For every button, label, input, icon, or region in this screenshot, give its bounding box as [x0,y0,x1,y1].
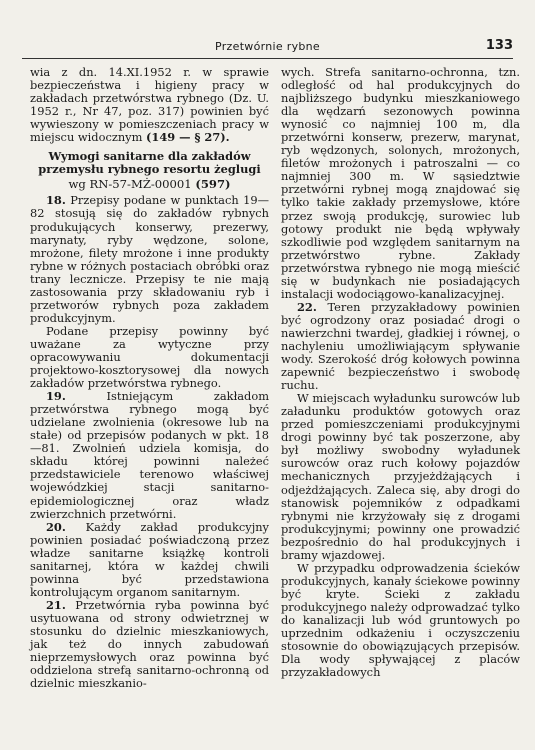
right-column [281,66,520,679]
intro-paragraph [30,66,269,144]
paragraph-18-text: Przepisy podane w punktach 19—82 stosują się do zakładów rybnych produkujących konserwy, prezerwy, marynaty, ryby wędzone, solone, mrożone, filety mrożone i inne produkty rybne w różnych postaciach obróbki oraz trany lecznicze. Przepisy te nie mają zastosowania przy składowaniu ryb i przetworów rybnych poza zakładem produkcyjnym. [30,193,269,325]
paragraph-guidelines: Podane przepisy powinny być uważane za wytyczne przy opracowywaniu dokumentacji projektowo-kosztorysowej dla nowych zakładów przetwórstwa rybnego. [30,323,269,391]
paragraph-21 [30,599,269,690]
paragraph-22-text: Teren przyzakładowy powinien być ogrodzony oraz posiadać drogi o nawierzchni twardej, gładkiej i równej, o nachyleniu umożliwiającym spływanie wody. Szerokość dróg kołowych powinna zapewnić bezpieczeństwo i swobodę ruchu. [281,299,520,393]
paragraph-22 [281,301,520,392]
paragraph-18 [30,194,269,324]
paragraph-21-text: Przetwórnia ryba powinna być usytuowana od strony odwietrznej w stosunku do dzielnic mieszkaniowych, jak też do innych zabudowań nieprzemysłowych oraz powinna być oddzielona strefą sanitarno-ochronną od dzielnic mieszkanio- [30,597,269,691]
paragraph-19-number: 19. [46,389,66,404]
paragraph-21-continued: wych. Strefa sanitarno-ochronna, tzn. odległość od hal produkcyjnych do najbliższego budynku mieszkaniowego dla wędzarń sezonowych powinna wynosić co najmniej 100 m, dla przetwórni konserw, prezerw, marynat, ryb wędzonych, solonych, mrożonych, filetów mrożonych i patroszalni — co najmniej 300 m. W sąsiedztwie przetwórni rybnej mogą znajdować się tylko takie zakłady przemysłowe, które przez swoją produkcję, surowiec lub gotowy produkt nie będą wpływały szkodliwie pod względem sanitarnym na przetwórstwo rybne. Zakłady przetwórstwa rybnego nie mogą mieścić się w budynkach nie posiadających instalacji wodociągowo-kanalizacyjnej. [281,65,520,301]
paragraph-loading-areas: W miejscach wyładunku surowców lub załadunku produktów gotowych oraz przed pomieszczeniami produkcyjnymi drogi powinny być tak poszerzone, aby był możliwy swobodny wyładunek surowców oraz ruch kołowy pojazdów mechanicznych przyjeżdżających i odjeżdżających. Zaleca się, aby drogi do stanowisk pojemników z odpadkami rybnymi nie krzyżowały się z drogami produkcyjnymi; powinny one prowadzić bezpośrednio do hal produkcyjnych i bramy wjazdowej. [281,391,521,562]
regulation-code-text: wg RN-57-MŻ-00001 [68,177,196,192]
paragraph-22-number: 22. [297,299,317,314]
left-column [30,66,269,690]
page-number: 133 [485,38,513,53]
running-header [22,36,513,59]
paragraph-18-number: 18. [46,193,66,208]
intro-text: wia z dn. 14.XI.1952 r. w sprawie bezpieczeństwa i higieny pracy w zakładach przetwórstwa rybnego (Dz. U. 1952 r., Nr 47, poz. 317) powinien być wywieszony w pomieszczeniach pracy w miejscu widocznym [30,65,269,145]
paragraph-19 [30,390,269,520]
paragraph-sewage: W przypadku odprowadzenia ścieków produkcyjnych, kanały ściekowe powinny być kryte. Ścieki z zakładu produkcyjnego należy odprowadzać tylko do kanalizacji lub wód gruntowych po uprzednim odkażeniu i oczyszczeniu stosownie do obowiązujących przepisów. Dla wody spływającej z placów przyzakładowych [281,560,520,680]
paragraph-21-number: 21. [46,597,66,612]
paragraph-19-text: Istniejącym zakładom przetwórstwa rybnego mogą być udzielane zwolnienia (okresowe lub na stałe) od przepisów podanych w pkt. 18—81. Zwolnień udziela komisja, do składu której powinni należeć przedstawiciele terenowo właściwej wojewódzkiej stacji sanitarno-epidemiologicznej oraz władz zwierzchnich przetwórni. [30,389,269,521]
regulation-code-ref: (597) [195,177,231,192]
paragraph-20-number: 20. [46,519,66,534]
paragraph-20-text: Każdy zakład produkcyjny powinien posiadać poświadczoną przez władze sanitarne książkę kontroli sanitarnej, która w każdej chwili powinna być przedstawiona kontrolującym organom sanitarnym. [30,519,269,599]
running-title: Przetwórnie rybne [214,40,321,53]
paragraph-20 [30,521,269,599]
regulation-code [30,178,269,191]
intro-reference: (149 — § 27). [146,130,230,145]
section-heading: Wymogi sanitarne dla zakładów przemysłu rybnego resortu żeglugi [38,149,261,177]
